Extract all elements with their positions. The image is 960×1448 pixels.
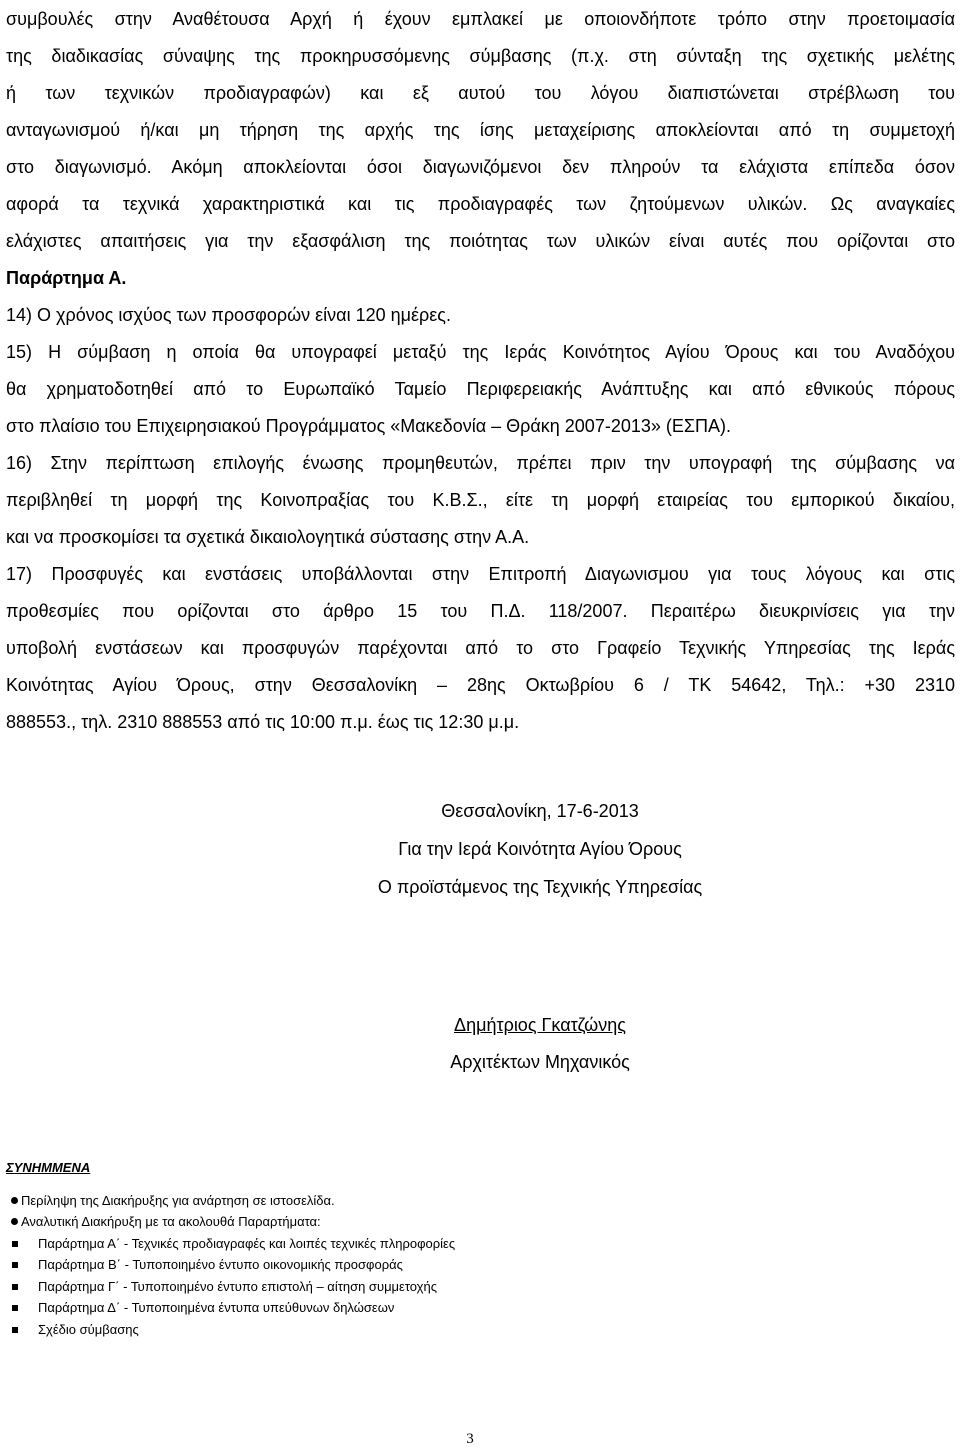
body-line: συμβουλές στην Αναθέτουσα Αρχή ή έχουν εμπλακεί με οποιονδήποτε τρόπο στην προετοιμασία <box>6 9 955 29</box>
body-line: και να προσκομίσει τα σχετικά δικαιολογητικά σύστασης στην Α.Α. <box>6 527 530 547</box>
place-date: Θεσσαλονίκη, 17-6-2013 <box>441 801 639 821</box>
body-line: της διαδικασίας σύναψης της προκηρυσσόμενης σύμβασης (π.χ. στη σύνταξη της σχετικής μελέτης <box>6 46 955 66</box>
body-line: υποβολή ενστάσεων και προσφυγών παρέχονται από το στο Γραφείο Τεχνικής Υπηρεσίας της Ιεράς <box>6 638 955 658</box>
body-line: θα χρηματοδοτηθεί από το Ευρωπαϊκό Ταμείο Περιφερειακής Ανάπτυξης και από εθνικούς πόρους <box>6 379 955 399</box>
attachments-heading: ΣΥΝΗΜΜΕΝΑ <box>6 1160 91 1175</box>
bullet-icon <box>11 1197 18 1204</box>
body-line: περιβληθεί τη μορφή της Κοινοπραξίας του Κ.Β.Σ., είτε τη μορφή εταιρείας του εμπορικού δικαίου, <box>6 490 955 510</box>
square-bullet-icon <box>12 1305 18 1311</box>
body-line: αφορά τα τεχνικά χαρακτηριστικά και τις προδιαγραφές των ζητούμενων υλικών. Ως αναγκαίες <box>6 194 955 214</box>
body-line: ελάχιστες απαιτήσεις για την εξασφάλιση της ποιότητας των υλικών είναι αυτές που ορίζονται στο <box>6 231 955 251</box>
annex-item: Παράρτημα Γ΄ - Τυποποιημένο έντυπο επιστολή – αίτηση συμμετοχής <box>38 1279 437 1294</box>
body-line: στο πλαίσιο του Επιχειρησιακού Προγράμματος «Μακεδονία – Θράκη 2007-2013» (ΕΣΠΑ). <box>6 416 732 436</box>
annex-item: Παράρτημα Α΄ - Τεχνικές προδιαγραφές και λοιπές τεχνικές πληροφορίες <box>38 1236 456 1251</box>
on-behalf-line: Για την Ιερά Κοινότητα Αγίου Όρους <box>398 839 682 859</box>
body-line: στο διαγωνισμό. Ακόμη αποκλείονται όσοι διαγωνιζόμενοι δεν πληρούν τα ελάχιστα επίπεδα όσον <box>6 157 955 177</box>
square-bullet-icon <box>12 1262 18 1268</box>
body-line: ή των τεχνικών προδιαγραφών) και εξ αυτού του λόγου διαπιστώνεται στρέβλωση του <box>6 83 955 103</box>
annex-item: Παράρτημα Δ΄ - Τυποποιημένα έντυπα υπεύθυνων δηλώσεων <box>38 1300 395 1315</box>
bullet-icon <box>11 1218 18 1225</box>
annex-item: Παράρτημα Β΄ - Τυποποιημένο έντυπο οικονομικής προσφοράς <box>38 1257 403 1272</box>
body-line: προθεσμίες που ορίζονται στο άρθρο 15 του Π.Δ. 118/2007. Περαιτέρω διευκρινίσεις για την <box>6 601 955 621</box>
clause-14: 14) Ο χρόνος ισχύος των προσφορών είναι 120 ημέρες. <box>6 305 451 325</box>
clause-16: 16) Στην περίπτωση επιλογής ένωσης προμηθευτών, πρέπει πριν την υπογραφή της σύμβασης να <box>6 453 955 473</box>
body-line: ανταγωνισμού ή/και μη τήρηση της αρχής της ίσης μεταχείρισης αποκλείονται από τη συμμετοχή <box>6 120 955 140</box>
square-bullet-icon <box>12 1327 18 1333</box>
square-bullet-icon <box>12 1241 18 1247</box>
signatory-title: Αρχιτέκτων Μηχανικός <box>450 1052 630 1072</box>
body-line: Κοινότητας Αγίου Όρους, στην Θεσσαλονίκη – 28ης Οκτωβρίου 6 / ΤΚ 54642, Τηλ.: +30 2310 <box>6 675 955 695</box>
square-bullet-icon <box>12 1284 18 1290</box>
signatory-role: Ο προϊστάμενος της Τεχνικής Υπηρεσίας <box>377 877 703 897</box>
clause-15: 15) Η σύμβαση η οποία θα υπογραφεί μεταξύ της Ιεράς Κοινότητος Αγίου Όρους και του Αναδόχου <box>6 342 955 362</box>
clause-17: 17) Προσφυγές και ενστάσεις υποβάλλονται στην Επιτροπή Διαγωνισμου για τους λόγους και στις <box>6 564 955 584</box>
annex-a-reference: Παράρτημα Α. <box>6 268 127 288</box>
body-line: 888553., τηλ. 2310 888553 από τις 10:00 π.μ. έως τις 12:30 μ.μ. <box>6 712 520 732</box>
page-number: 3 <box>466 1431 474 1447</box>
attachment-item: Περίληψη της Διακήρυξης για ανάρτηση σε ιστοσελίδα. <box>21 1193 335 1208</box>
signatory-name: Δημήτριος Γκατζώνης <box>454 1015 626 1035</box>
annex-item: Σχέδιο σύμβασης <box>38 1322 139 1337</box>
attachment-item: Αναλυτική Διακήρυξη με τα ακολουθά Παραρτήματα: <box>21 1214 321 1229</box>
